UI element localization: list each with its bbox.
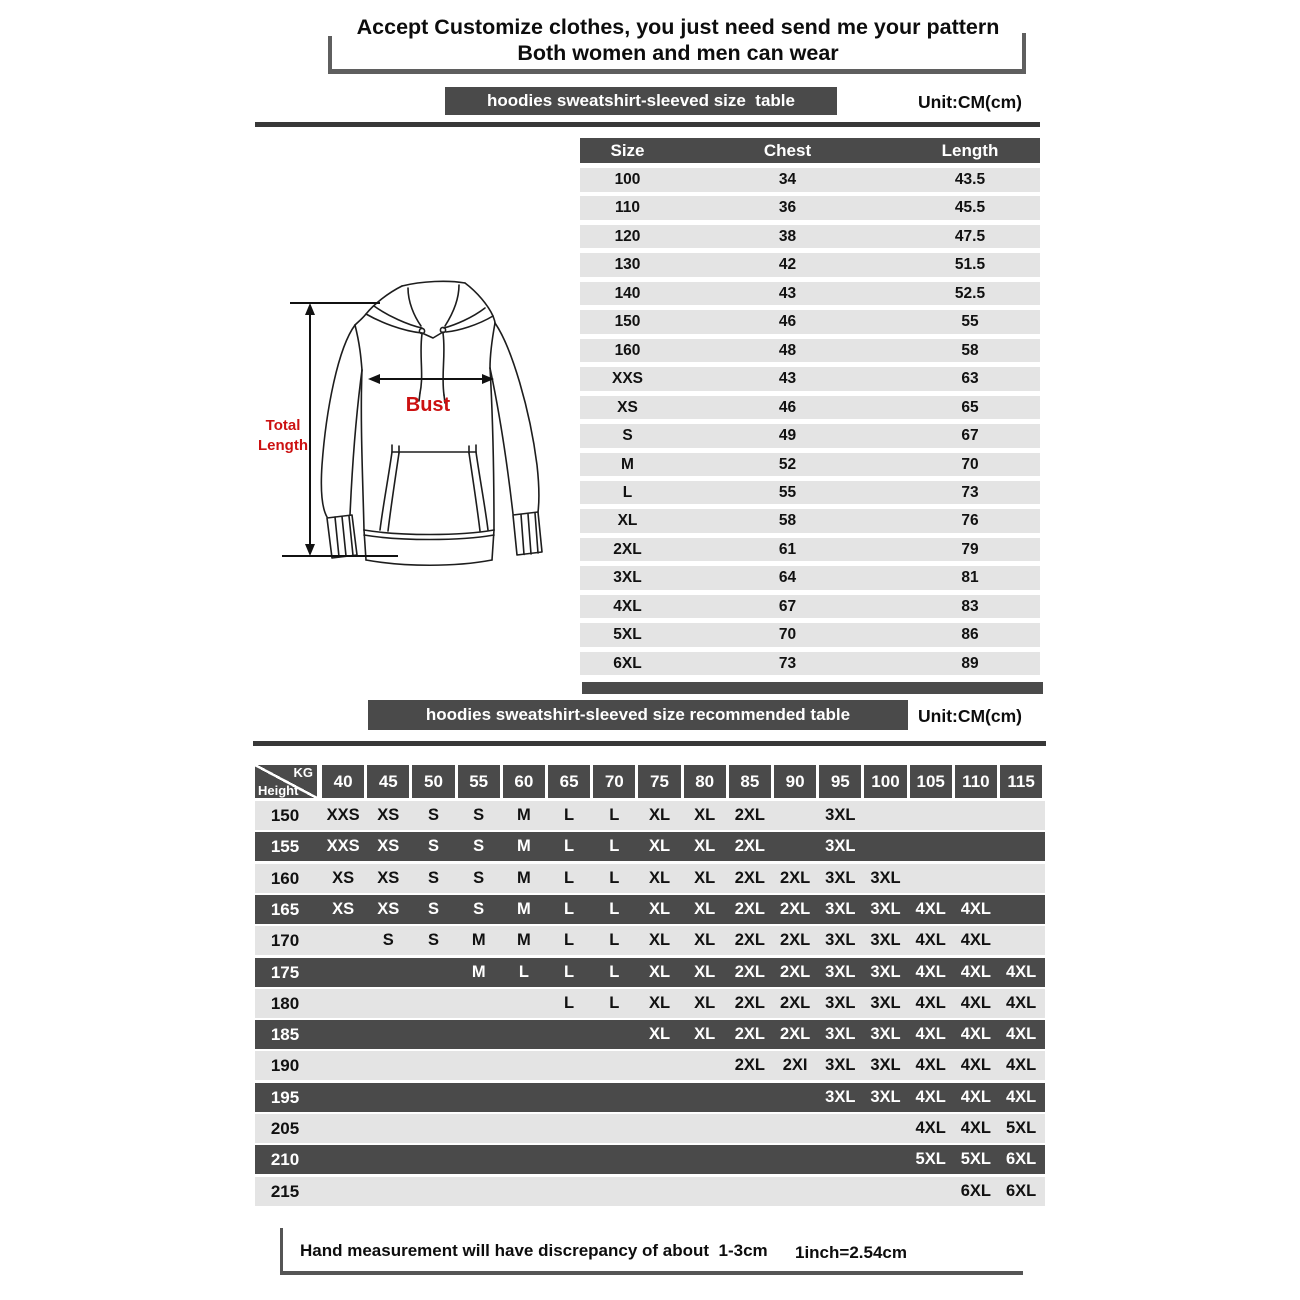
recommended-size-value: XL [648, 962, 671, 981]
recommended-size-value: 4XL [1005, 1025, 1037, 1044]
size-table-row [580, 538, 1040, 562]
headline-bracket-right [1022, 33, 1026, 74]
recommended-size-value: 4XL [960, 962, 992, 981]
height-label: 190 [270, 1056, 300, 1076]
recommended-size-value: 3XL [870, 1087, 901, 1106]
size-cell: M [621, 455, 634, 473]
recommended-size-value: 4XL [960, 1025, 992, 1044]
recommended-size-value: S [473, 837, 485, 856]
kg-header-cell: 100 [864, 765, 906, 798]
recommended-size-value: 2XL [734, 931, 766, 950]
kg-header-cell: 55 [458, 765, 500, 798]
chest-cell: 46 [778, 398, 797, 416]
recommended-size-value: 5XL [960, 1150, 992, 1169]
height-label: 180 [270, 993, 300, 1013]
recommended-size-value: XL [648, 837, 671, 856]
recommended-size-value: L [609, 837, 620, 856]
dimension-arrows [282, 303, 494, 556]
size-table-header-cell: Length [941, 141, 999, 160]
recommended-size-value: XL [694, 899, 716, 918]
measurement-note: Hand measurement will have discrepancy of about 1-3cm [300, 1241, 768, 1260]
size-cell: L [622, 483, 633, 501]
recommended-size-value: 4XL [960, 931, 992, 950]
recommended-size-value: 2XL [734, 993, 766, 1012]
recommended-size-value: 3XL [825, 806, 856, 824]
recommended-size-value: 2XL [734, 962, 766, 981]
size-table-row [580, 509, 1040, 533]
size-table-row [580, 196, 1040, 220]
recommended-size-value: L [609, 993, 620, 1012]
recommended-size-value: L [518, 962, 529, 981]
chest-cell: 70 [778, 626, 797, 644]
recommended-table-banner: hoodies sweatshirt-sleeved size recommended table [368, 700, 908, 730]
recommended-row [255, 958, 1045, 987]
recommended-size-value: 3XL [825, 1025, 856, 1044]
length-cell: 86 [961, 626, 979, 644]
recommended-size-value: S [427, 806, 439, 824]
recommended-size-value: 4XL [1005, 993, 1037, 1012]
size-table-row [580, 481, 1040, 505]
recommended-size-value: L [564, 931, 575, 950]
length-cell: 65 [961, 398, 979, 416]
headline [330, 14, 1026, 66]
length-cell: 73 [961, 483, 979, 501]
length-cell: 58 [961, 341, 979, 359]
kg-header-cell: 40 [322, 765, 364, 798]
recommended-size-value: 2XL [779, 1025, 811, 1044]
kg-header-cell: 50 [412, 765, 454, 798]
recommended-row [255, 864, 1045, 893]
size-table-row [580, 367, 1040, 391]
recommended-size-value: 4XL [915, 1087, 946, 1106]
recommended-size-value: XL [694, 993, 716, 1012]
recommended-size-value: XL [694, 837, 716, 856]
recommended-size-value: XS [377, 837, 400, 856]
recommended-size-value: 4XL [1005, 1056, 1037, 1075]
recommended-size-value: M [517, 931, 531, 950]
kg-header-cell: 75 [638, 765, 680, 798]
recommended-size-value: 4XL [915, 899, 946, 918]
size-table-row [580, 453, 1040, 477]
recommended-size-value: 3XL [825, 993, 856, 1012]
recommended-size-value: 4XL [960, 899, 992, 918]
size-table-row [580, 652, 1040, 676]
height-label: 215 [270, 1181, 300, 1201]
recommended-size-value: XL [648, 993, 671, 1012]
unit-label-2: Unit:CM(cm) [918, 706, 1023, 726]
length-cell: 47.5 [954, 227, 986, 245]
chest-cell: 34 [778, 171, 797, 188]
recommended-size-value: 2XL [779, 931, 811, 950]
length-cell: 51.5 [954, 256, 986, 274]
chest-cell: 64 [778, 569, 797, 587]
chest-cell: 49 [778, 427, 797, 445]
divider-rule-1 [255, 122, 1040, 127]
recommended-size-value: 4XL [915, 1056, 946, 1075]
recommended-size-value: 3XL [870, 1025, 901, 1044]
kg-header-cell: 80 [684, 765, 726, 798]
recommended-row [255, 989, 1045, 1018]
recommended-row [255, 926, 1045, 955]
size-cell: XXS [611, 370, 643, 388]
recommended-size-value: L [564, 993, 575, 1012]
size-table-row [580, 282, 1040, 306]
recommended-size-value: 4XL [960, 1119, 992, 1137]
recommended-size-value: L [564, 868, 575, 887]
recommended-size-value: M [517, 806, 531, 824]
recommended-size-value: XS [332, 868, 355, 887]
height-label: 210 [270, 1150, 300, 1170]
recommended-size-value: 4XL [915, 931, 946, 950]
size-cell: 160 [614, 341, 641, 359]
chest-cell: 52 [778, 455, 797, 473]
recommended-size-value: 2XL [734, 806, 766, 824]
size-cell: 6XL [613, 654, 642, 672]
size-cell: XL [617, 512, 638, 530]
size-cell: 150 [614, 313, 641, 331]
recommended-size-value: S [427, 931, 439, 950]
size-table-row [580, 168, 1040, 192]
recommended-row [255, 801, 1045, 830]
height-label: 195 [270, 1087, 300, 1107]
size-cell: 140 [614, 284, 641, 302]
kg-header-cell: 70 [593, 765, 635, 798]
headline-line1: Accept Customize clothes, you just need send me your pattern [356, 15, 1000, 39]
chest-cell: 38 [778, 227, 797, 245]
kg-header-cell: 95 [819, 765, 861, 798]
recommended-size-value: S [473, 868, 485, 887]
length-cell: 67 [961, 427, 979, 445]
recommended-size-value: 3XL [870, 993, 901, 1012]
chest-cell: 48 [778, 341, 797, 359]
size-cell: 100 [614, 171, 641, 188]
size-cell: 4XL [613, 597, 642, 615]
size-cell: XS [617, 398, 638, 416]
recommended-row [255, 1145, 1045, 1174]
recommended-size-value: 3XL [870, 931, 901, 950]
recommended-size-value: 4XL [1005, 1087, 1037, 1106]
size-cell: 5XL [613, 626, 642, 644]
recommended-size-value: XL [648, 899, 671, 918]
length-cell: 83 [961, 597, 979, 615]
height-corner-label: Height [258, 783, 299, 798]
recommended-size-value: L [564, 806, 575, 824]
recommended-size-value: 3XL [825, 1087, 856, 1106]
recommended-size-value: 4XL [1005, 962, 1037, 981]
recommended-size-value: S [427, 899, 439, 918]
recommended-size-value: 4XL [915, 1025, 946, 1044]
recommended-size-value: 3XL [825, 837, 856, 856]
kg-header-cell: 45 [367, 765, 409, 798]
chest-cell: 67 [778, 597, 797, 615]
chest-cell: 42 [778, 256, 797, 274]
recommended-size-value: 2XL [734, 899, 766, 918]
hoodie-measurement-diagram [250, 270, 580, 590]
recommended-size-value: XL [694, 806, 716, 824]
recommended-size-table [255, 765, 1045, 1210]
recommended-size-value: 3XL [870, 899, 901, 918]
recommended-size-value: 3XL [825, 899, 856, 918]
recommended-size-value: L [564, 899, 575, 918]
recommended-row [255, 895, 1045, 924]
recommended-size-value: XL [648, 1025, 671, 1044]
recommended-size-value: L [609, 899, 620, 918]
length-cell: 45.5 [954, 199, 986, 217]
size-cell: 2XL [613, 540, 642, 558]
recommended-size-value: S [427, 837, 439, 856]
chest-cell: 61 [778, 540, 797, 558]
recommended-size-value: 2XL [734, 1025, 766, 1044]
size-table-row [580, 424, 1040, 448]
recommended-size-value: 4XL [960, 1056, 992, 1075]
recommended-size-value: 2XL [734, 868, 766, 887]
length-cell: 52.5 [954, 284, 986, 302]
recommended-size-value: 5XL [915, 1150, 946, 1169]
inch-conversion-note: 1inch=2.54cm [795, 1243, 907, 1262]
total-length-label-line1: Total [265, 417, 301, 434]
recommended-size-value: 3XL [825, 962, 856, 981]
footer-bracket-bottom [280, 1271, 1023, 1275]
recommended-size-value: S [427, 868, 439, 887]
divider-rule-2 [253, 741, 1046, 746]
recommended-size-value: 2XL [779, 962, 811, 981]
size-table-footer-bar [582, 682, 1043, 694]
recommended-size-value: 2XL [779, 868, 811, 887]
kg-corner-label: KG [293, 765, 313, 780]
recommended-size-value: L [609, 962, 620, 981]
recommended-size-value: 5XL [1005, 1119, 1037, 1137]
bust-label: Bust [405, 394, 451, 416]
unit-label-1: Unit:CM(cm) [918, 92, 1023, 112]
chest-cell: 58 [778, 512, 797, 530]
recommended-size-value: XL [694, 931, 716, 950]
recommended-size-value: S [473, 806, 485, 824]
chest-cell: 55 [778, 483, 797, 501]
size-table-row [580, 396, 1040, 420]
recommended-size-value: 2XL [734, 1056, 766, 1075]
recommended-row [255, 832, 1045, 861]
recommended-size-value: XL [648, 931, 671, 950]
recommended-size-value: XL [694, 962, 716, 981]
size-table-row [580, 310, 1040, 334]
recommended-size-value: 3XL [825, 868, 856, 887]
headline-line2: Both women and men can wear [517, 41, 839, 65]
kg-header-cell: 65 [548, 765, 590, 798]
length-cell: 81 [961, 569, 979, 587]
height-label: 205 [270, 1119, 300, 1138]
length-cell: 70 [961, 455, 979, 473]
size-cell: 130 [614, 256, 641, 274]
recommended-size-value: 4XL [915, 962, 946, 981]
length-cell: 55 [961, 313, 979, 331]
height-label: 170 [270, 931, 300, 951]
kg-header-cell: 115 [1000, 765, 1042, 798]
size-table-header-row [580, 138, 1040, 163]
headline-bracket-left [328, 36, 332, 73]
recommended-size-value: XXS [326, 806, 360, 824]
recommended-size-value: L [609, 806, 620, 824]
length-cell: 76 [961, 512, 979, 530]
recommended-size-value: M [517, 837, 531, 856]
recommended-row [255, 1051, 1045, 1080]
recommended-size-value: S [473, 899, 485, 918]
recommended-size-value: XS [377, 899, 400, 918]
size-table-row [580, 225, 1040, 249]
recommended-size-value: XS [332, 899, 355, 918]
recommended-size-value: M [471, 931, 486, 950]
recommended-size-value: M [517, 868, 531, 887]
size-table-header-cell: Size [610, 141, 645, 160]
chest-cell: 46 [778, 313, 797, 331]
size-table-row [580, 595, 1040, 619]
recommended-size-value: 3XL [825, 1056, 856, 1075]
size-table-header-cell: Chest [763, 141, 812, 160]
footer-bracket-left [280, 1228, 283, 1275]
length-cell: 43.5 [954, 171, 986, 188]
length-cell: 63 [961, 370, 979, 388]
chest-cell: 43 [778, 370, 797, 388]
recommended-row [255, 1177, 1045, 1206]
recommended-size-value: 3XL [870, 868, 901, 887]
size-table-row [580, 253, 1040, 277]
size-table [580, 138, 1040, 678]
height-label: 175 [270, 962, 300, 982]
recommended-row [255, 1114, 1045, 1143]
chest-cell: 43 [778, 284, 797, 302]
chest-cell: 73 [778, 654, 797, 672]
headline-bracket-bottom [328, 69, 1026, 74]
kg-header-cell: 105 [910, 765, 952, 798]
size-cell: 110 [614, 199, 640, 217]
height-label: 165 [270, 899, 300, 919]
recommended-row [255, 1083, 1045, 1112]
recommended-size-value: L [564, 962, 575, 981]
recommended-size-value: 3XL [870, 1056, 901, 1075]
recommended-size-value: XS [377, 868, 400, 887]
size-cell: S [622, 427, 633, 445]
recommended-size-value: XXS [326, 837, 360, 856]
recommended-size-value: XL [694, 1025, 716, 1044]
recommended-size-value: M [471, 962, 486, 981]
height-label: 185 [270, 1025, 300, 1045]
recommended-size-value: XS [377, 806, 400, 824]
size-cell: 120 [614, 227, 641, 245]
size-table-row [580, 566, 1040, 590]
kg-header-cell: 85 [729, 765, 771, 798]
length-cell: 89 [961, 654, 979, 672]
recommended-size-value: 3XL [825, 931, 856, 950]
size-table-row [580, 339, 1040, 363]
recommended-size-value: 2XL [779, 993, 811, 1012]
kg-header-cell: 110 [955, 765, 997, 798]
height-label: 150 [270, 806, 300, 825]
recommended-size-value: 4XL [915, 1119, 946, 1137]
recommended-size-value: L [609, 868, 620, 887]
kg-header-cell: 90 [774, 765, 816, 798]
total-length-label-line2: Length [258, 437, 308, 454]
recommended-size-value: S [382, 931, 394, 950]
recommended-size-value: 3XL [870, 962, 901, 981]
recommended-size-value: L [609, 931, 620, 950]
recommended-size-value: 2XI [782, 1056, 808, 1075]
length-cell: 79 [961, 540, 979, 558]
kg-height-corner-cell [255, 765, 317, 798]
hoodie-line-art [321, 281, 542, 565]
recommended-size-value: 6XL [1005, 1150, 1037, 1169]
recommended-row [255, 1020, 1045, 1049]
recommended-size-value: M [517, 899, 531, 918]
recommended-size-value: 6XL [1005, 1181, 1037, 1200]
recommended-size-value: 4XL [915, 993, 946, 1012]
recommended-size-value: 4XL [960, 1087, 992, 1106]
kg-header-cell: 60 [503, 765, 545, 798]
recommended-size-value: 6XL [960, 1181, 992, 1200]
recommended-size-value: 4XL [960, 993, 992, 1012]
chest-cell: 36 [778, 199, 797, 217]
size-table-row [580, 623, 1040, 647]
size-cell: 3XL [613, 569, 642, 587]
recommended-size-value: L [564, 837, 575, 856]
size-table-banner: hoodies sweatshirt-sleeved size table [445, 87, 837, 115]
height-label: 160 [270, 868, 300, 888]
height-label: 155 [270, 837, 300, 857]
recommended-size-value: 2XL [734, 837, 766, 856]
recommended-size-value: XL [648, 868, 671, 887]
recommended-size-value: XL [648, 806, 671, 824]
recommended-size-value: XL [694, 868, 716, 887]
recommended-size-value: 2XL [779, 899, 811, 918]
